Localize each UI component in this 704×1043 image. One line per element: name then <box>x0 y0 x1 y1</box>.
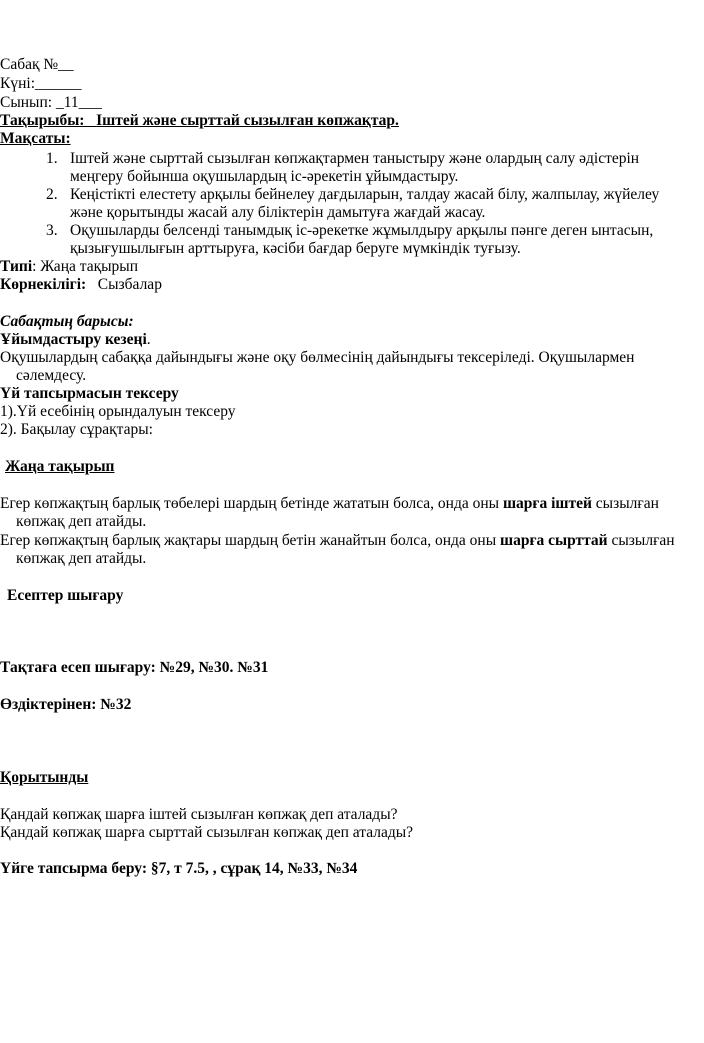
org-heading: Ұйымдастыру кезеңі <box>0 331 147 348</box>
board-problems: Тақтаға есеп шығару: №29, №30. №31 <box>0 659 269 676</box>
definition-inscribed <box>0 495 659 513</box>
visual-value: Сызбалар <box>97 276 162 293</box>
org-dot: . <box>146 331 151 348</box>
homework-check-heading: Үй тапсырмасын тексеру <box>0 385 179 402</box>
homework-check-item: 2). Бақылау сұрақтары: <box>0 421 153 438</box>
goal-text: меңгеру бойынша оқушылардың іс-әрекетін ұйымдастыру. <box>70 168 459 185</box>
definition-text: сызылған <box>591 495 659 512</box>
problems-heading: Есептер шығару <box>7 587 124 604</box>
org-heading-line <box>0 331 151 349</box>
visual-label: Көрнекілігі: <box>0 276 87 293</box>
type-label: Типі <box>0 258 33 275</box>
definition-term: шарға іштей <box>502 495 592 512</box>
self-problems: Өздіктерінен: №32 <box>0 696 132 713</box>
definition-text: Егер көпжақтың барлық жақтары шардың бетін жанайтын болса, онда оны <box>0 532 500 549</box>
day-blank: ______ <box>35 75 82 92</box>
day-label: Күні: <box>0 75 35 92</box>
goal-number: 2. <box>46 186 58 203</box>
goal-text: Кеңістікті елестету арқылы бейнелеу дағдыларын, талдау жасай білу, жалпылау, жүйелеу <box>70 186 660 203</box>
org-text: Оқушылардың сабаққа дайындығы және оқу бөлмесінің дайындығы тексеріледі. Оқушылармен <box>0 349 635 366</box>
goal-number: 3. <box>46 222 58 239</box>
topic-line <box>0 112 399 130</box>
goal-text: қызығушылығын арттыруға, кәсіби бағдар беруге мүмкіндік туғызу. <box>70 240 521 257</box>
definition-text: Егер көпжақтың барлық төбелері шардың бетінде жататын болса, онда оны <box>0 495 503 512</box>
org-text: сәлемдесу. <box>16 367 87 384</box>
topic-label: Тақырыбы: <box>0 112 85 129</box>
type-value: : Жаңа тақырып <box>32 258 138 275</box>
goals-label: Мақсаты: <box>0 130 71 147</box>
definition-text: сызылған <box>607 532 675 549</box>
goal-text: және қорытынды жасай алу біліктерін дамытуға жағдай жасау. <box>70 204 486 221</box>
type-line <box>0 258 138 276</box>
class-value: _11___ <box>55 94 102 111</box>
definition-text: көпжақ деп атайды. <box>16 513 147 530</box>
class-line <box>0 94 102 112</box>
conclusion-question: Қандай көпжақ шарға сырттай сызылған көпжақ деп аталады? <box>0 824 414 841</box>
progress-heading: Сабақтың барысы: <box>0 313 134 330</box>
conclusion-question: Қандай көпжақ шарға іштей сызылған көпжақ деп аталады? <box>0 806 398 823</box>
conclusion-heading: Қорытынды <box>0 769 89 786</box>
homework-check-item: 1).Үй есебінің орындалуын тексеру <box>0 403 236 420</box>
goal-text: Оқушыларды белсенді танымдық іс-әрекетке жұмылдыру арқылы пәнге деген ынтасын, <box>70 222 654 239</box>
lesson-number: Сабақ №__ <box>0 56 74 73</box>
homework-assignment: Үйге тапсырма беру: §7, т 7.5, , сұрақ 14, №33, №34 <box>0 860 358 877</box>
goal-text: Іштей және сырттай сызылған көпжақтармен таныстыру және олардың салу әдістерін <box>70 150 640 167</box>
definition-circumscribed <box>0 532 675 550</box>
topic-value: Іштей және сырттай сызылған көпжақтар. <box>96 112 399 129</box>
class-label: Сынып: <box>0 94 56 111</box>
day-line <box>0 75 82 93</box>
definition-text: көпжақ деп атайды. <box>16 550 147 567</box>
new-topic-heading: Жаңа тақырып <box>5 458 115 475</box>
goal-number: 1. <box>46 150 58 167</box>
definition-term: шарға сырттай <box>500 532 608 549</box>
visual-line <box>0 276 162 294</box>
